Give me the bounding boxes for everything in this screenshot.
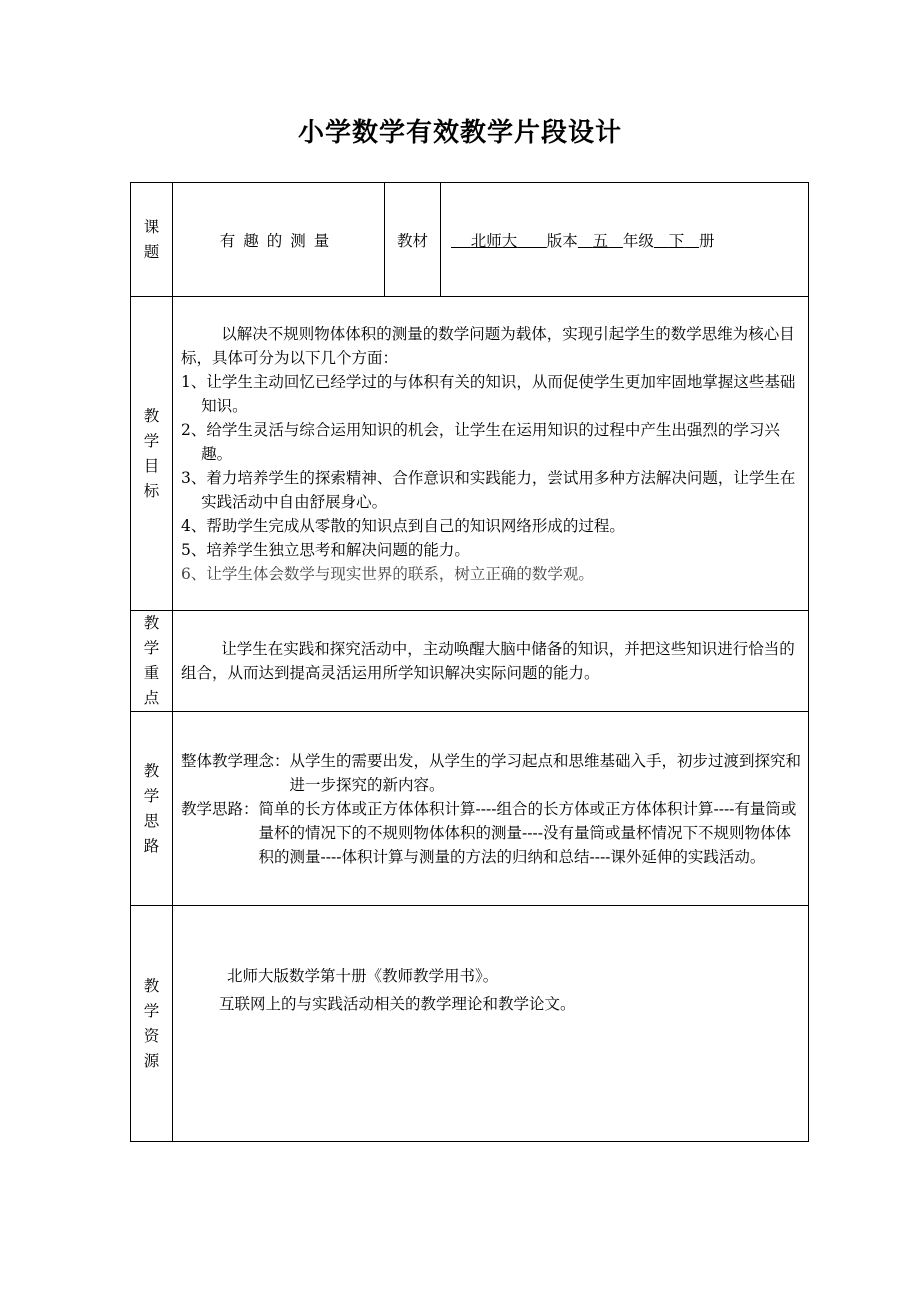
- path-text: 简单的长方体或正方体体积计算----组合的长方体或正方体体积计算----有量筒或量杯的情况下的不规则物体体积的测量----没有量筒或量杯情况下不规则物体体积的测量----体积计算与测量的方法的归纳和总结----课外延伸的实践活动。: [258, 799, 797, 866]
- path-label: 教学思路：: [181, 799, 259, 818]
- approach-label: 教 学 思 路: [131, 712, 173, 906]
- goals-content: [173, 297, 809, 611]
- key-points-row: [131, 611, 809, 712]
- goal-item: 2、给学生灵活与综合运用知识的机会，让学生在运用知识的过程中产生出强烈的学习兴趣。: [181, 420, 780, 463]
- goal-item: 1、让学生主动回忆已经学过的与体积有关的知识，从而促使学生更加牢固地掌握这些基础知识。: [181, 372, 796, 415]
- publisher-field: 北师大: [470, 231, 518, 250]
- goals-row: [131, 297, 809, 611]
- grade-field: 五: [592, 231, 609, 250]
- approach-content: [173, 712, 809, 906]
- goal-item: 6、让学生体会数学与现实世界的联系，树立正确的数学观。: [181, 564, 594, 583]
- goal-item: 4、帮助学生完成从零散的知识点到自己的知识网络形成的过程。: [181, 516, 625, 535]
- resources-content: [173, 906, 809, 1142]
- grade-label: 年级: [622, 231, 654, 250]
- concept-row: [181, 749, 802, 797]
- resource-item: 北师大版数学第十册《教师教学用书》。: [227, 967, 499, 985]
- topic-label: 课 题: [131, 183, 173, 297]
- key-points-label: 教 学 重 点: [131, 611, 173, 712]
- volume-label: 册: [698, 231, 715, 250]
- material-value: [441, 183, 809, 297]
- concept-text: 从学生的需要出发，从学生的学习起点和思维基础入手，初步过渡到探究和进一步探究的新内容。: [289, 751, 802, 794]
- lesson-design-table: [130, 182, 809, 1142]
- topic-value: 有趣的测量: [173, 183, 385, 297]
- goals-intro: 以解决不规则物体体积的测量的数学问题为载体，实现引起学生的数学思维为核心目标，具体可分为以下几个方面：: [181, 324, 795, 367]
- key-points-text: 让学生在实践和探究活动中，主动唤醒大脑中储备的知识，并把这些知识进行恰当的组合，从而达到提高灵活运用所学知识解决实际问题的能力。: [181, 640, 795, 682]
- key-points-content: [173, 611, 809, 712]
- topic-row: [131, 183, 809, 297]
- goal-item: 3、着力培养学生的探索精神、合作意识和实践能力，尝试用多种方法解决问题，让学生在实践活动中自由舒展身心。: [181, 468, 796, 511]
- path-row: [181, 797, 802, 869]
- concept-label: 整体教学理念：: [181, 751, 290, 770]
- material-label: 教材: [385, 183, 441, 297]
- resources-label: 教 学 资 源: [131, 906, 173, 1142]
- resources-row: [131, 906, 809, 1142]
- volume-field: 下: [668, 231, 685, 250]
- goal-item: 5、培养学生独立思考和解决问题的能力。: [181, 540, 470, 559]
- page-title: 小学数学有效教学片段设计: [297, 118, 622, 148]
- approach-row: [131, 712, 809, 906]
- goals-label: 教 学 目 标: [131, 297, 173, 611]
- resource-item: 互联网上的与实践活动相关的教学理论和教学论文。: [219, 995, 576, 1013]
- edition-label: 版本: [546, 231, 578, 250]
